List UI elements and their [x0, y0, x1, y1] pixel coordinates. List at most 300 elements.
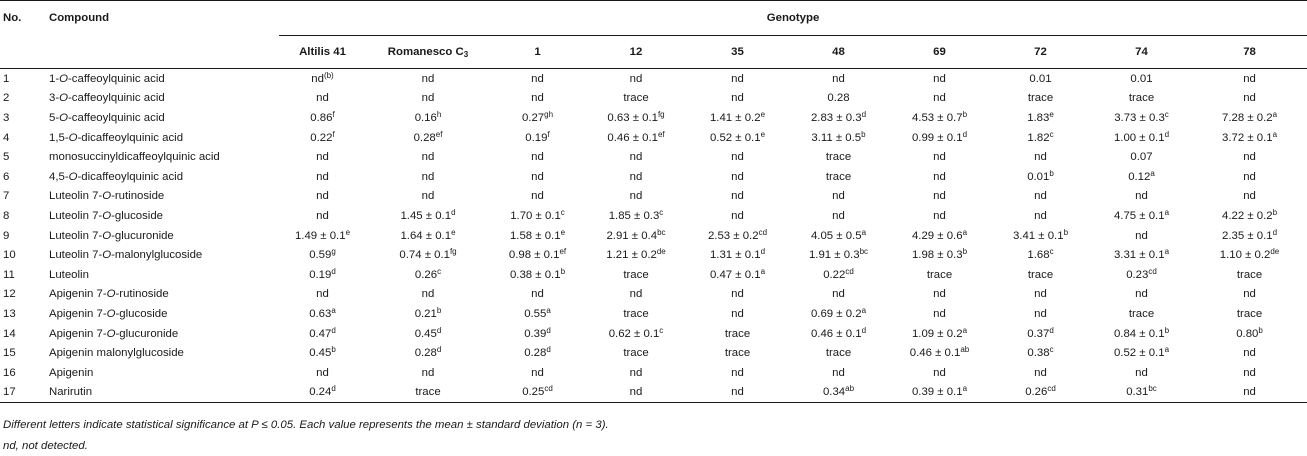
table-cell — [366, 285, 490, 305]
table-cell — [585, 147, 687, 167]
table-row — [0, 226, 1307, 246]
compound-name-part: 1,5- — [49, 131, 69, 144]
table-cell — [889, 167, 990, 187]
cell-value: nd — [316, 190, 329, 203]
compound-name — [49, 167, 279, 187]
table-cell — [279, 363, 366, 383]
significance-letter: c — [1049, 129, 1054, 139]
cell-value: 0.52 ± 0.1 — [709, 131, 761, 144]
compound-name — [49, 245, 279, 265]
significance-letter: d — [861, 325, 867, 335]
compound-name-part: Apigenin 7- — [49, 327, 107, 340]
table-cell — [1192, 187, 1307, 207]
significance-letter: d — [451, 207, 456, 217]
table-cell — [788, 324, 889, 344]
cell-value: nd — [1034, 209, 1047, 222]
cell-value: 0.38 — [1027, 347, 1050, 360]
row-number: 6 — [3, 170, 10, 183]
compound-name-part: 5- — [49, 111, 60, 124]
table-cell — [279, 187, 366, 207]
cell-value: nd — [1034, 190, 1047, 203]
compound-name-part: 1- — [49, 72, 60, 85]
cell-value: trace — [724, 327, 751, 340]
significance-letter: d — [962, 129, 968, 139]
significance-letter: h — [436, 109, 442, 119]
table-cell — [585, 226, 687, 246]
cell-value: 0.45 — [309, 347, 332, 360]
table-cell — [990, 167, 1091, 187]
table-cell — [279, 128, 366, 148]
table-cell — [366, 128, 490, 148]
row-number: 3 — [3, 111, 10, 124]
row-number: 10 — [3, 249, 16, 262]
compound-name-part: O — [106, 327, 116, 340]
compound-name-part: Luteolin 7- — [49, 249, 103, 262]
significance-letter: a — [861, 305, 867, 315]
significance-letter: c — [437, 266, 442, 276]
row-number: 2 — [3, 92, 10, 105]
cell-value: nd — [832, 209, 845, 222]
table-cell — [687, 147, 788, 167]
cell-value: 0.26 — [1025, 386, 1048, 399]
table-cell — [1091, 187, 1192, 207]
table-cell — [687, 69, 788, 89]
table-cell — [1192, 343, 1307, 363]
genotype-header — [1091, 36, 1192, 69]
cell-value: nd — [731, 288, 744, 301]
cell-value: 0.07 — [1130, 151, 1153, 164]
footnote-significance: Different letters indicate statistical significance at P ≤ 0.05. Each value represents the mean ± standard deviation (n = 3). — [3, 419, 609, 431]
table-cell — [1192, 285, 1307, 305]
cell-value: 2.83 ± 0.3 — [810, 111, 862, 124]
table-cell — [366, 383, 490, 403]
cell-value: 0.24 — [309, 386, 332, 399]
table-cell — [366, 167, 490, 187]
cell-value: 1.68 — [1027, 249, 1050, 262]
table-row — [0, 343, 1307, 363]
table-cell — [490, 383, 585, 403]
significance-letter: b — [331, 345, 336, 355]
table-cell — [490, 206, 585, 226]
table-body — [0, 69, 1307, 403]
significance-letter: c — [1049, 345, 1054, 355]
cell-value: nd — [531, 170, 544, 183]
significance-letter: d — [331, 325, 336, 335]
genotype-header — [366, 36, 490, 69]
cell-value: 1.98 ± 0.3 — [911, 249, 963, 262]
compound-name-part: Luteolin 7- — [49, 229, 103, 242]
cell-value: 1.70 ± 0.1 — [510, 209, 561, 222]
table-cell — [1192, 89, 1307, 109]
cell-value: nd — [1135, 229, 1148, 242]
significance-letter: b — [861, 129, 866, 139]
table-cell — [585, 245, 687, 265]
compound-name-part: -caffeoylquinic acid — [68, 72, 165, 85]
table-row — [0, 187, 1307, 207]
cell-value: nd — [629, 366, 643, 379]
table-cell — [366, 187, 490, 207]
cell-value: trace — [825, 151, 852, 164]
compound-name-part: -glucoside — [111, 209, 163, 222]
compound-name-part: O — [102, 249, 112, 262]
compound-name-part: Apigenin 7- — [49, 288, 107, 301]
cell-value: trace — [623, 92, 649, 105]
genotype-header-label: 72 — [1034, 46, 1047, 58]
compound-name — [49, 363, 279, 383]
genotype-header-label: Altilis 41 — [299, 46, 346, 58]
table-cell — [279, 265, 366, 285]
cell-value: 0.99 ± 0.1 — [911, 131, 963, 144]
cell-value: nd — [832, 190, 845, 203]
table-cell — [990, 108, 1091, 128]
cell-value: 0.39 ± 0.1 — [911, 386, 963, 399]
significance-letter: cd — [845, 266, 854, 276]
significance-letter: cd — [1047, 384, 1056, 394]
significance-letter: b — [962, 247, 968, 257]
compound-name-part: O — [68, 131, 78, 144]
significance-letter: e — [760, 109, 766, 119]
cell-value: trace — [1236, 268, 1263, 281]
cell-value: trace — [623, 347, 649, 360]
table-cell — [1091, 167, 1192, 187]
significance-letter: a — [861, 227, 867, 237]
table-cell — [585, 304, 687, 324]
table-cell — [788, 69, 889, 89]
table-cell — [279, 167, 366, 187]
table-cell — [1192, 128, 1307, 148]
cell-value: 0.55 — [524, 307, 547, 320]
cell-value: 0.31 — [1126, 386, 1149, 399]
cell-value: 0.28 — [827, 92, 850, 105]
cell-value: nd — [832, 72, 845, 85]
cell-value: nd — [316, 209, 329, 222]
significance-letter: a — [1150, 168, 1155, 178]
compound-name-part: Luteolin 7- — [49, 209, 103, 222]
cell-value: 0.59 — [309, 249, 332, 262]
table-cell — [788, 245, 889, 265]
significance-letter: de — [1270, 247, 1280, 257]
table-cell — [889, 265, 990, 285]
table-cell — [990, 383, 1091, 403]
table-cell — [490, 69, 585, 89]
significance-letter: cd — [544, 384, 553, 394]
table-cell — [1192, 383, 1307, 403]
cell-value: nd — [421, 288, 435, 301]
table-cell — [687, 324, 788, 344]
cell-value: 1.31 ± 0.1 — [709, 249, 761, 262]
table-cell — [490, 245, 585, 265]
table-row — [0, 206, 1307, 226]
significance-letter: cd — [758, 227, 768, 237]
table-cell — [788, 108, 889, 128]
table-cell — [490, 265, 585, 285]
significance-letter: gh — [544, 109, 554, 119]
compound-name — [49, 89, 279, 109]
cell-value: 3.31 ± 0.1 — [1113, 249, 1165, 262]
table-cell — [585, 343, 687, 363]
cell-value: 4.22 ± 0.2 — [1222, 209, 1273, 222]
cell-value: 0.74 ± 0.1 — [399, 249, 450, 262]
genotype-header-label: 74 — [1135, 46, 1148, 58]
cell-value: nd — [629, 386, 643, 399]
table-cell — [490, 226, 585, 246]
cell-value: nd — [316, 288, 329, 301]
table-cell — [585, 383, 687, 403]
cell-value: 0.01 — [1027, 170, 1050, 183]
table-cell — [687, 383, 788, 403]
cell-value: nd — [731, 190, 744, 203]
table-cell — [990, 89, 1091, 109]
significance-letter: e — [1049, 109, 1054, 119]
significance-letter: b — [1164, 325, 1170, 335]
table-row — [0, 128, 1307, 148]
table-cell — [1192, 226, 1307, 246]
cell-value: 7.28 ± 0.2 — [1222, 111, 1273, 124]
cell-value: nd — [316, 92, 329, 105]
table-cell — [366, 206, 490, 226]
significance-letter: fg — [449, 247, 457, 257]
genotype-header — [889, 36, 990, 69]
cell-value: nd — [933, 307, 946, 320]
table-cell — [279, 147, 366, 167]
table-row — [0, 69, 1307, 89]
table-cell — [490, 128, 585, 148]
significance-letter: cd — [1148, 266, 1157, 276]
cell-value: nd — [933, 170, 946, 183]
cell-value: 0.19 — [309, 268, 332, 281]
cell-value: nd — [1243, 72, 1256, 85]
table-cell — [1091, 285, 1192, 305]
compound-name — [49, 383, 279, 403]
compound-name-part: -glucuronide — [111, 229, 174, 242]
cell-value: 4.29 ± 0.6 — [911, 229, 963, 242]
cell-value: 0.12 — [1128, 170, 1151, 183]
table-cell — [366, 363, 490, 383]
table-cell — [889, 285, 990, 305]
compound-name — [49, 128, 279, 148]
genotype-header-label: 1 — [534, 46, 541, 58]
genotype-header-label: 78 — [1243, 46, 1256, 58]
table-cell — [990, 285, 1091, 305]
significance-letter: e — [451, 227, 456, 237]
table-cell — [990, 343, 1091, 363]
table-cell — [366, 304, 490, 324]
significance-letter: ef — [559, 247, 567, 257]
significance-letter: c — [560, 207, 565, 217]
cell-value: 0.39 — [524, 327, 547, 340]
cell-value: nd — [933, 151, 946, 164]
table-cell — [990, 304, 1091, 324]
table-cell — [687, 128, 788, 148]
table-cell — [1192, 363, 1307, 383]
cell-value: nd — [1243, 151, 1256, 164]
row-number: 8 — [3, 209, 10, 222]
cell-value: 0.69 ± 0.2 — [810, 307, 862, 320]
table-cell — [585, 265, 687, 285]
cell-value: nd — [629, 151, 643, 164]
cell-value: 1.64 ± 0.1 — [400, 229, 452, 242]
table-cell — [990, 128, 1091, 148]
significance-letter: a — [1272, 129, 1278, 139]
significance-letter: d — [1049, 325, 1054, 335]
table-cell — [990, 147, 1091, 167]
table-cell — [788, 89, 889, 109]
table-cell — [490, 147, 585, 167]
cell-value: 0.01 — [1029, 72, 1052, 85]
cell-value: nd — [1135, 366, 1148, 379]
compound-name-part: -caffeoylquinic acid — [68, 111, 165, 124]
significance-letter: ab — [960, 345, 970, 355]
cell-value: nd — [731, 307, 744, 320]
cell-value: 4.53 ± 0.7 — [911, 111, 963, 124]
cell-value: nd — [933, 92, 946, 105]
genotype-header — [687, 36, 788, 69]
table-cell — [889, 226, 990, 246]
table-cell — [490, 167, 585, 187]
table-cell — [889, 108, 990, 128]
cell-value: nd — [731, 72, 744, 85]
significance-letter: bc — [859, 247, 869, 257]
table-cell — [279, 343, 366, 363]
cell-value: 0.22 — [310, 131, 333, 144]
cell-value: 1.21 ± 0.2 — [606, 249, 657, 262]
cell-value: trace — [1128, 307, 1155, 320]
significance-letter: f — [332, 109, 335, 119]
significance-letter: e — [560, 227, 566, 237]
table-cell — [788, 147, 889, 167]
significance-letter: d — [861, 109, 867, 119]
compound-header: Compound — [49, 1, 279, 69]
cell-value: 0.28 — [524, 347, 547, 360]
cell-value: 0.19 — [525, 131, 548, 144]
genotype-header — [585, 36, 687, 69]
cell-value: 0.52 ± 0.1 — [1113, 347, 1165, 360]
compound-name-part: O — [106, 288, 116, 301]
cell-value: trace — [623, 268, 649, 281]
cell-value: nd — [933, 366, 946, 379]
cell-value: 4.05 ± 0.5 — [810, 229, 862, 242]
significance-letter: de — [656, 247, 666, 257]
compound-name-part: Apigenin malonylglucoside — [49, 347, 184, 360]
cell-value: 0.86 — [310, 111, 333, 124]
cell-value: nd — [531, 151, 544, 164]
cell-value: nd — [421, 170, 435, 183]
genotype-header-label: 69 — [933, 46, 946, 58]
table-cell — [1192, 206, 1307, 226]
table-cell — [1192, 324, 1307, 344]
cell-value: trace — [623, 307, 649, 320]
cell-value: 1.10 ± 0.2 — [1219, 249, 1271, 262]
cell-value: 0.46 ± 0.1 — [810, 327, 862, 340]
compound-name-part: O — [102, 190, 112, 203]
cell-value: 0.45 — [414, 327, 437, 340]
significance-letter: e — [760, 129, 766, 139]
cell-value: nd — [731, 209, 744, 222]
compound-name — [49, 285, 279, 305]
significance-letter: c — [1049, 247, 1054, 257]
cell-value: trace — [1236, 307, 1263, 320]
table-cell — [889, 69, 990, 89]
cell-value: nd — [731, 366, 744, 379]
table-cell — [1091, 69, 1192, 89]
table-cell — [788, 285, 889, 305]
cell-value: 3.72 ± 0.1 — [1222, 131, 1273, 144]
cell-value: 0.47 — [309, 327, 332, 340]
footnote-nd: nd, not detected. — [3, 440, 88, 452]
significance-letter: a — [962, 325, 968, 335]
table-cell — [366, 108, 490, 128]
cell-value: nd — [531, 72, 544, 85]
significance-letter: b — [1063, 227, 1069, 237]
compound-name-part: -caffeoylquinic acid — [68, 92, 165, 105]
table-row — [0, 147, 1307, 167]
compound-name-part: O — [102, 229, 112, 242]
significance-letter: ef — [435, 129, 443, 139]
table-cell — [366, 265, 490, 285]
table-cell — [1091, 108, 1192, 128]
cell-value: nd — [421, 190, 435, 203]
significance-letter: ef — [657, 129, 665, 139]
significance-letter: b — [560, 266, 566, 276]
compound-name-part: -rutinoside — [115, 288, 169, 301]
significance-letter: bc — [657, 227, 666, 237]
cell-value: 0.23 — [1126, 268, 1149, 281]
table-cell — [687, 304, 788, 324]
cell-value: nd — [731, 170, 744, 183]
significance-letter: d — [436, 345, 442, 355]
cell-value: nd — [531, 92, 544, 105]
significance-letter: d — [760, 247, 766, 257]
table-cell — [889, 324, 990, 344]
cell-value: nd — [421, 92, 435, 105]
significance-letter: f — [332, 129, 335, 139]
cell-value: 0.38 ± 0.1 — [509, 268, 561, 281]
significance-letter: fg — [657, 109, 665, 119]
significance-letter: a — [962, 384, 968, 394]
table-cell — [788, 187, 889, 207]
genotype-header — [490, 36, 585, 69]
table-row — [0, 167, 1307, 187]
cell-value: nd — [1243, 366, 1256, 379]
compound-name — [49, 187, 279, 207]
table-cell — [585, 69, 687, 89]
table-cell — [990, 226, 1091, 246]
cell-value: trace — [1027, 92, 1054, 105]
table-cell — [990, 324, 1091, 344]
table-cell — [1091, 128, 1192, 148]
table-cell — [366, 69, 490, 89]
row-number: 4 — [3, 131, 10, 144]
table-cell — [490, 304, 585, 324]
significance-letter: b — [962, 109, 968, 119]
table-cell — [1192, 69, 1307, 89]
cell-value: nd — [311, 72, 324, 85]
table-cell — [490, 363, 585, 383]
significance-letter: b — [1049, 168, 1054, 178]
table-cell — [687, 265, 788, 285]
significance-letter: a — [546, 305, 551, 315]
cell-value: 1.49 ± 0.1 — [294, 229, 346, 242]
compound-name-part: O — [68, 170, 78, 183]
compound-name-part: Narirutin — [49, 386, 93, 399]
table-cell — [490, 285, 585, 305]
cell-value: nd — [629, 288, 643, 301]
table-cell — [1091, 363, 1192, 383]
table-cell — [279, 304, 366, 324]
cell-value: nd — [933, 72, 946, 85]
table-cell — [490, 324, 585, 344]
significance-letter: c — [659, 325, 664, 335]
